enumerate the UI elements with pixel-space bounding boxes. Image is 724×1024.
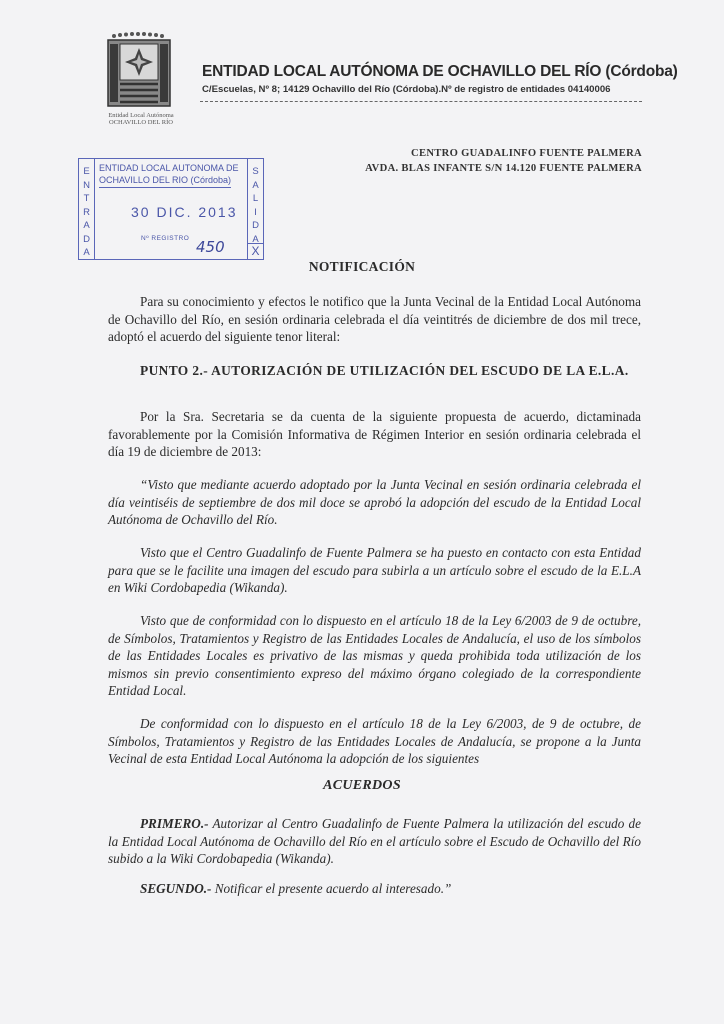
stamp-check-mark: X xyxy=(248,243,263,259)
recipient-address: AVDA. BLAS INFANTE S/N 14.120 FUENTE PALMERA xyxy=(365,163,642,174)
conformidad-paragraph: De conformidad con lo dispuesto en el artículo 18 de la Ley 6/2003, de 9 de octubre, de Símbolos, Tratamientos y Registro de las Entidades Locales de Andalucía, se propone a la Junta Vecinal de esta Entidad Local Autónoma la adopción de los siguientes xyxy=(108,716,641,767)
stamp-line2: OCHAVILLO DEL RIO (Córdoba) xyxy=(99,175,231,188)
registry-stamp xyxy=(78,158,264,260)
segundo-text: Notificar el presente acuerdo al interesado.” xyxy=(211,881,452,896)
recipient-block xyxy=(365,146,642,176)
visto-paragraph-3: Visto que de conformidad con lo dispuesto en el artículo 18 de la Ley 6/2003 de 9 de octubre, de Símbolos, Tratamientos y Registro de las Entidades Locales de Andalucía, el uso de los símbolos de las Entidades Locales es privativo de las mismas y queda prohibida toda utilización de los mismos sin previo consentimiento expreso del máximo órgano colegiado de la correspondiente Entidad Local. xyxy=(108,613,641,699)
recipient-name: CENTRO GUADALINFO FUENTE PALMERA xyxy=(411,148,642,159)
stamp-salida-label: S A L I D A xyxy=(247,159,263,259)
secretaria-paragraph: Por la Sra. Secretaria se da cuenta de la siguiente propuesta de acuerdo, dictaminada favorablemente por la Comisión Informativa de Régimen Interior en sesión ordinaria celebrada el día 19 de diciembre de 2013: xyxy=(108,409,641,460)
stamp-date: 30 DIC. 2013 xyxy=(131,204,238,220)
header-divider xyxy=(200,101,642,102)
crest-caption: Entidad Local Autónoma OCHAVILLO DEL RÍO xyxy=(108,112,174,126)
entity-name: ENTIDAD LOCAL AUTÓNOMA DE OCHAVILLO DEL RÍO (Córdoba) xyxy=(202,63,678,80)
visto-paragraph-2: Visto que el Centro Guadalinfo de Fuente Palmera se ha puesto en contacto con esta Entidad para que se le facilite una imagen del escudo para subirla a un artículo sobre el escudo de la E.L.A en Wiki Cordobapedia (Wikanda). xyxy=(108,545,641,596)
segundo-paragraph xyxy=(108,880,641,898)
document-title: NOTIFICACIÓN xyxy=(308,259,416,274)
punto-heading: PUNTO 2.- AUTORIZACIÓN DE UTILIZACIÓN DEL ESCUDO DE LA E.L.A. xyxy=(140,363,629,378)
stamp-registro-number: 450 xyxy=(196,238,225,256)
visto-paragraph-1: “Visto que mediante acuerdo adoptado por la Junta Vecinal en sesión ordinaria celebrada el día veintiséis de septiembre de dos mil doce se aprobó la adopción del escudo de la Entidad Local Autónoma de Ochavillo del Río. xyxy=(108,477,641,528)
primero-text: Autorizar al Centro Guadalinfo de Fuente Palmera la utilización del escudo de la Entidad Local Autónoma de Ochavillo del Río en el artículo sobre el Escudo de Ochavillo del Río subido a la Wiki Cordobapedia (Wikanda). xyxy=(108,816,641,867)
stamp-line1: ENTIDAD LOCAL AUTONOMA DE xyxy=(99,163,239,173)
stamp-entrada-label: E N T R A D A xyxy=(79,159,95,259)
stamp-registro-label: Nº REGISTRO xyxy=(141,235,190,242)
primero-paragraph xyxy=(108,815,641,868)
acuerdos-heading: ACUERDOS xyxy=(323,778,401,793)
intro-paragraph: Para su conocimiento y efectos le notifico que la Junta Vecinal de la Entidad Local Autónoma de Ochavillo del Río, en sesión ordinaria celebrada el día veintitrés de diciembre de dos mil trece, adoptó el acuerdo del siguiente tenor literal: xyxy=(108,294,641,345)
segundo-label: SEGUNDO.- xyxy=(140,881,212,896)
primero-label: PRIMERO.- xyxy=(140,816,209,831)
entity-address: C/Escuelas, Nº 8; 14129 Ochavillo del Río (Córdoba).Nº de registro de entidades 04140006 xyxy=(202,84,611,95)
